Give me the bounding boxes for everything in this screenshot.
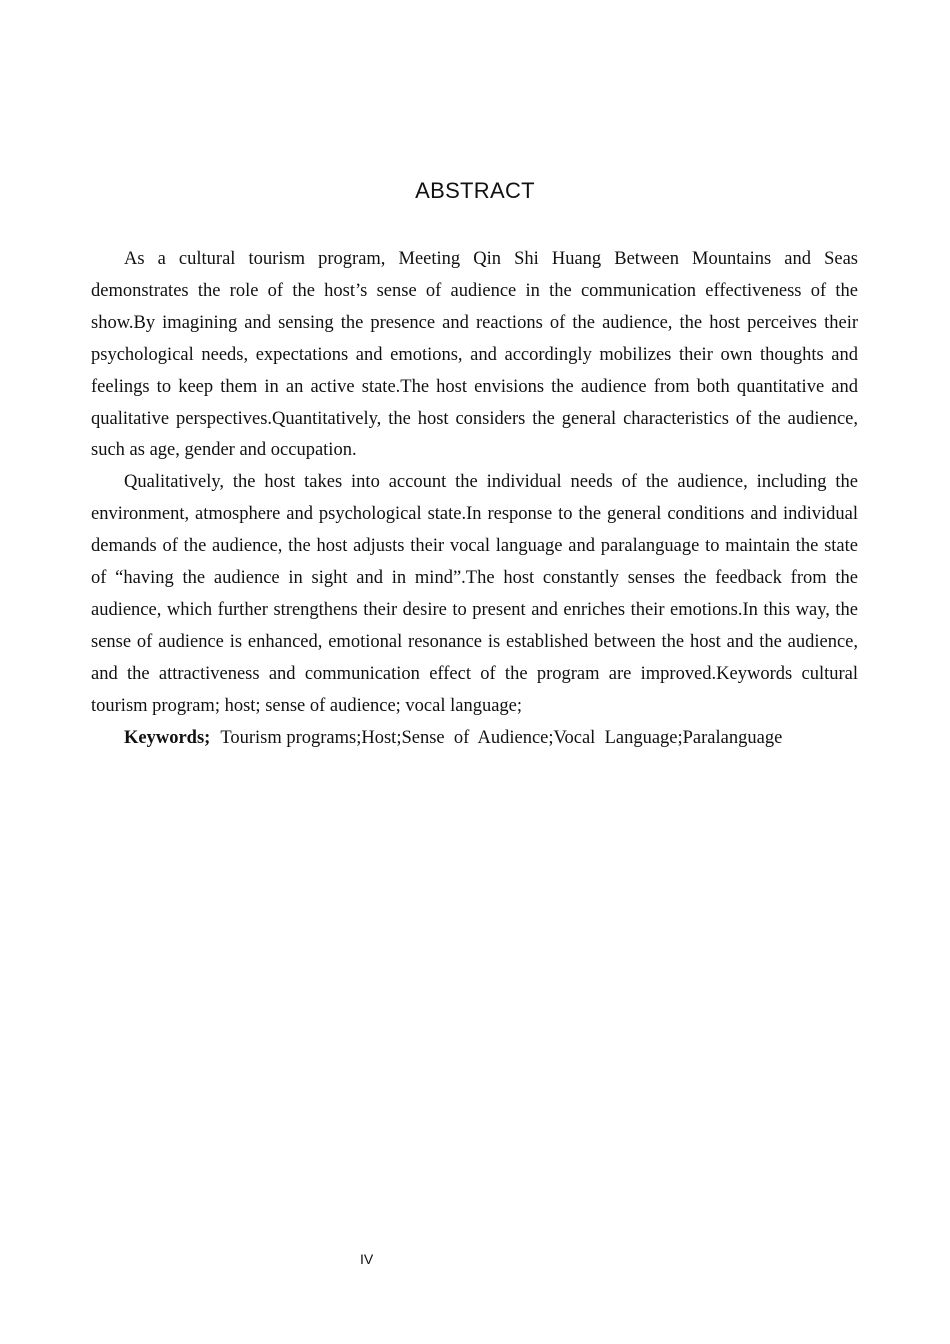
abstract-title: ABSTRACT (415, 178, 535, 203)
abstract-paragraph-2: Qualitatively, the host takes into account the individual needs of the audience, including the environment, atmosphere and psychological state.In response to the general conditions and individual demands of the audience, the host adjusts their vocal language and paralanguage to maintain the state of “having the audience in sight and in mind”.The host constantly senses the feedback from the audience, which further strengthens their desire to present and enriches their emotions.In this way, the sense of audience is enhanced, emotional resonance is established between the host and the audience, and the attractiveness and communication effect of the program are improved.Keywords cultural tourism program; host; sense of audience; vocal language; (91, 472, 858, 716)
keywords-label: Keywords; (124, 727, 211, 748)
abstract-paragraph-1: As a cultural tourism program, Meeting Qin Shi Huang Between Mountains and Seas demonstrates the role of the host’s sense of audience in the communication effectiveness of the show.By imagining and sensing the presence and reactions of the audience, the host perceives their psychological needs, expectations and emotions, and accordingly mobilizes their own thoughts and feelings to keep them in an active state.The host envisions the audience from both quantitative and qualitative perspectives.Quantitatively, the host considers the general characteristics of the audience, such as age, gender and occupation. (91, 249, 858, 461)
keywords-text: Tourism programs;Host;Sense of Audience;Vocal Language;Paralanguage (220, 727, 783, 748)
keywords-line (91, 723, 858, 755)
abstract-body (91, 244, 858, 755)
page-number: IV (360, 1251, 374, 1267)
